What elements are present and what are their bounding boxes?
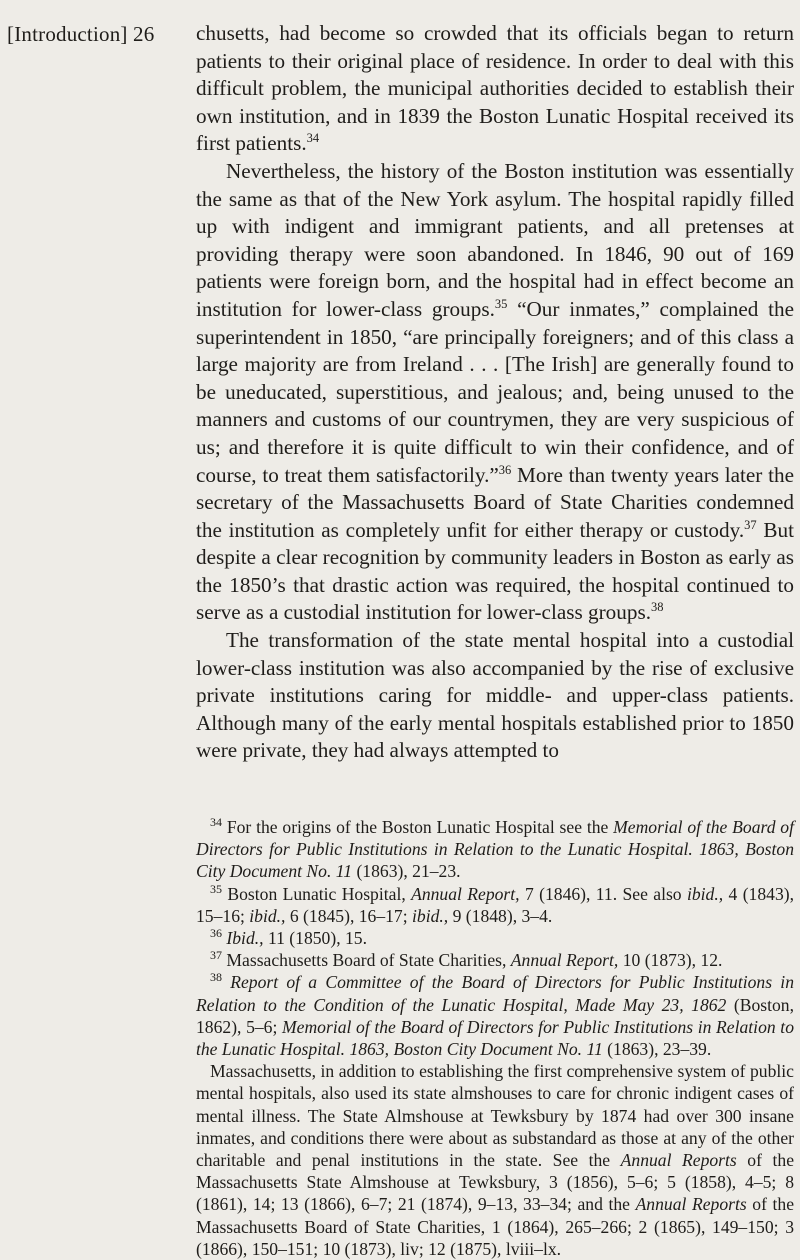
paragraph-2-text: More than twenty years later the secretary of the Massachusetts Board of State Charities condemned the institution as completely unfit for either therapy or custody. — [196, 462, 794, 542]
paragraph-2-text: “Our inmates,” complained the superintendent in 1850, “are principally foreigners; and of this class a large majority are from Ireland . . . [The Irish] are generally found to be uneducated, superstitious, and jealous; and, being unused to the manners and customs of our countrymen, they are very suspicious of us; and therefore it is quite difficult to win their confidence, and of course, to treat them satisfactorily.” — [196, 296, 794, 487]
footnote-text: 9 (1848), 3–4. — [448, 905, 553, 926]
footnote-italic-text: Ibid., — [226, 928, 264, 949]
footnote-italic-text: ibid., — [412, 905, 449, 926]
footnote-ref-34[interactable]: 34 — [306, 131, 320, 146]
running-head: [Introduction] 26 — [7, 22, 155, 46]
footnote-italic-text: ibid., — [686, 883, 724, 904]
footnote-italic-text: Memorial of the Board of Directors for Public Institutions in Relation to the Lunatic Hospital. 1863, Boston City Document No. 11 — [196, 817, 794, 882]
footnote-number: 36 — [210, 926, 222, 941]
footnote-text: Massachusetts Board of State Charities, — [226, 950, 511, 971]
footnote-37 — [196, 949, 794, 971]
paragraph-2 — [196, 158, 794, 627]
footnote-italic-text: Report of a Committee of the Board of Directors for Public Institutions in Relation to the Condition of the Lunatic Hospital, Made May 23, 1862 — [196, 972, 794, 1015]
footnote-number: 37 — [210, 948, 222, 963]
footnote-text: 11 (1850), 15. — [263, 928, 367, 949]
footnote-italic-text: Memorial of the Board of Directors for Public Institutions in Relation to the Lunatic Hospital. 1863, Boston City Document No. 11 — [196, 1016, 794, 1060]
footnote-text: 7 (1846), 11. See also — [519, 883, 687, 904]
footnote-ref-35[interactable]: 35 — [494, 296, 508, 311]
footnote-ref-38[interactable]: 38 — [651, 600, 664, 615]
footnote-text: Boston Lunatic Hospital, — [227, 883, 412, 904]
footnote-text: 4 (1843), 15–16; — [196, 883, 794, 926]
main-text — [196, 20, 794, 765]
footnote-italic-text: Annual Reports — [620, 1150, 737, 1171]
paragraph-3-text: The transformation of the state mental hospital into a custodial lower-class institution was also accompanied by the rise of exclusive private institutions caring for middle- and upper-class patients. Although many of the early mental hospitals established prior to 1850 were private, they had always attempted to — [196, 628, 794, 763]
footnote-36 — [196, 927, 794, 949]
footnote-italic-text: Annual Report, — [411, 883, 520, 904]
footnote-text: 10 (1873), 12. — [618, 950, 723, 971]
footnote-34 — [196, 816, 794, 883]
footnote-text: (1863), 21–23. — [352, 861, 461, 882]
footnote-35 — [196, 883, 794, 927]
paragraph-3 — [196, 627, 794, 765]
footnote-italic-text: ibid., — [249, 905, 286, 926]
paragraph-1-text: chusetts, had become so crowded that its officials began to return patients to their original place of residence. In order to deal with this difficult problem, the municipal authorities decided to establish their own institution, and in 1839 the Boston Lunatic Hospital received its first patients. — [196, 21, 794, 156]
footnotes-section — [196, 816, 794, 1260]
footnote-number: 34 — [210, 815, 222, 830]
footnote-number: 38 — [210, 970, 222, 985]
paragraph-2-text: But despite a clear recognition by community leaders in Boston as early as the 1850’s that drastic action was required, the hospital continued to serve as a custodial institution for lower-class groups. — [196, 517, 794, 625]
footnote-text: For the origins of the Boston Lunatic Hospital see the — [226, 817, 614, 837]
footnote-text: of the Massachusetts State Almshouse at Tewksbury, 3 (1856), 5–6; 5 (1858), 4–5; 8 (1861), 14; 13 (1866), 6–7; 21 (1874), 9–13, 33–34; and the — [196, 1150, 794, 1215]
footnote-text: (Boston, 1862), 5–6; — [196, 994, 794, 1037]
footnote-ref-37[interactable]: 37 — [744, 517, 757, 532]
footnote-continuation — [196, 1060, 794, 1260]
footnote-38 — [196, 971, 794, 1060]
footnote-number: 35 — [210, 881, 222, 896]
footnote-italic-text: Annual Report, — [510, 950, 619, 971]
footnote-text: of the Massachusetts Board of State Charities, 1 (1864), 265–266; 2 (1865), 149–150; 3 (1866), 150–151; 10 (1873), liv; 12 (1875), lviii–lx. — [196, 1194, 795, 1259]
footnote-text: Massachusetts, in addition to establishing the first comprehensive system of public mental hospitals, also used its state almshouses to care for chronic indigent cases of mental illness. The State Almshouse at Tewksbury by 1874 had over 300 insane inmates, and conditions there were about as substandard as those at any of the other charitable and penal institutions in the state. See the — [196, 1061, 794, 1171]
footnote-italic-text: Annual Reports — [635, 1194, 747, 1215]
footnote-ref-36[interactable]: 36 — [498, 462, 512, 477]
paragraph-2-text: Nevertheless, the history of the Boston institution was essentially the same as that of the New York asylum. The hospital rapidly filled up with indigent and immigrant patients, and all pretenses at providing therapy were soon abandoned. In 1846, 90 out of 169 patients were foreign born, and the hospital had in effect become an institution for lower-class groups. — [196, 158, 794, 321]
paragraph-1 — [196, 20, 794, 158]
footnote-text: 6 (1845), 16–17; — [285, 905, 413, 926]
footnote-text: (1863), 23–39. — [602, 1039, 712, 1060]
